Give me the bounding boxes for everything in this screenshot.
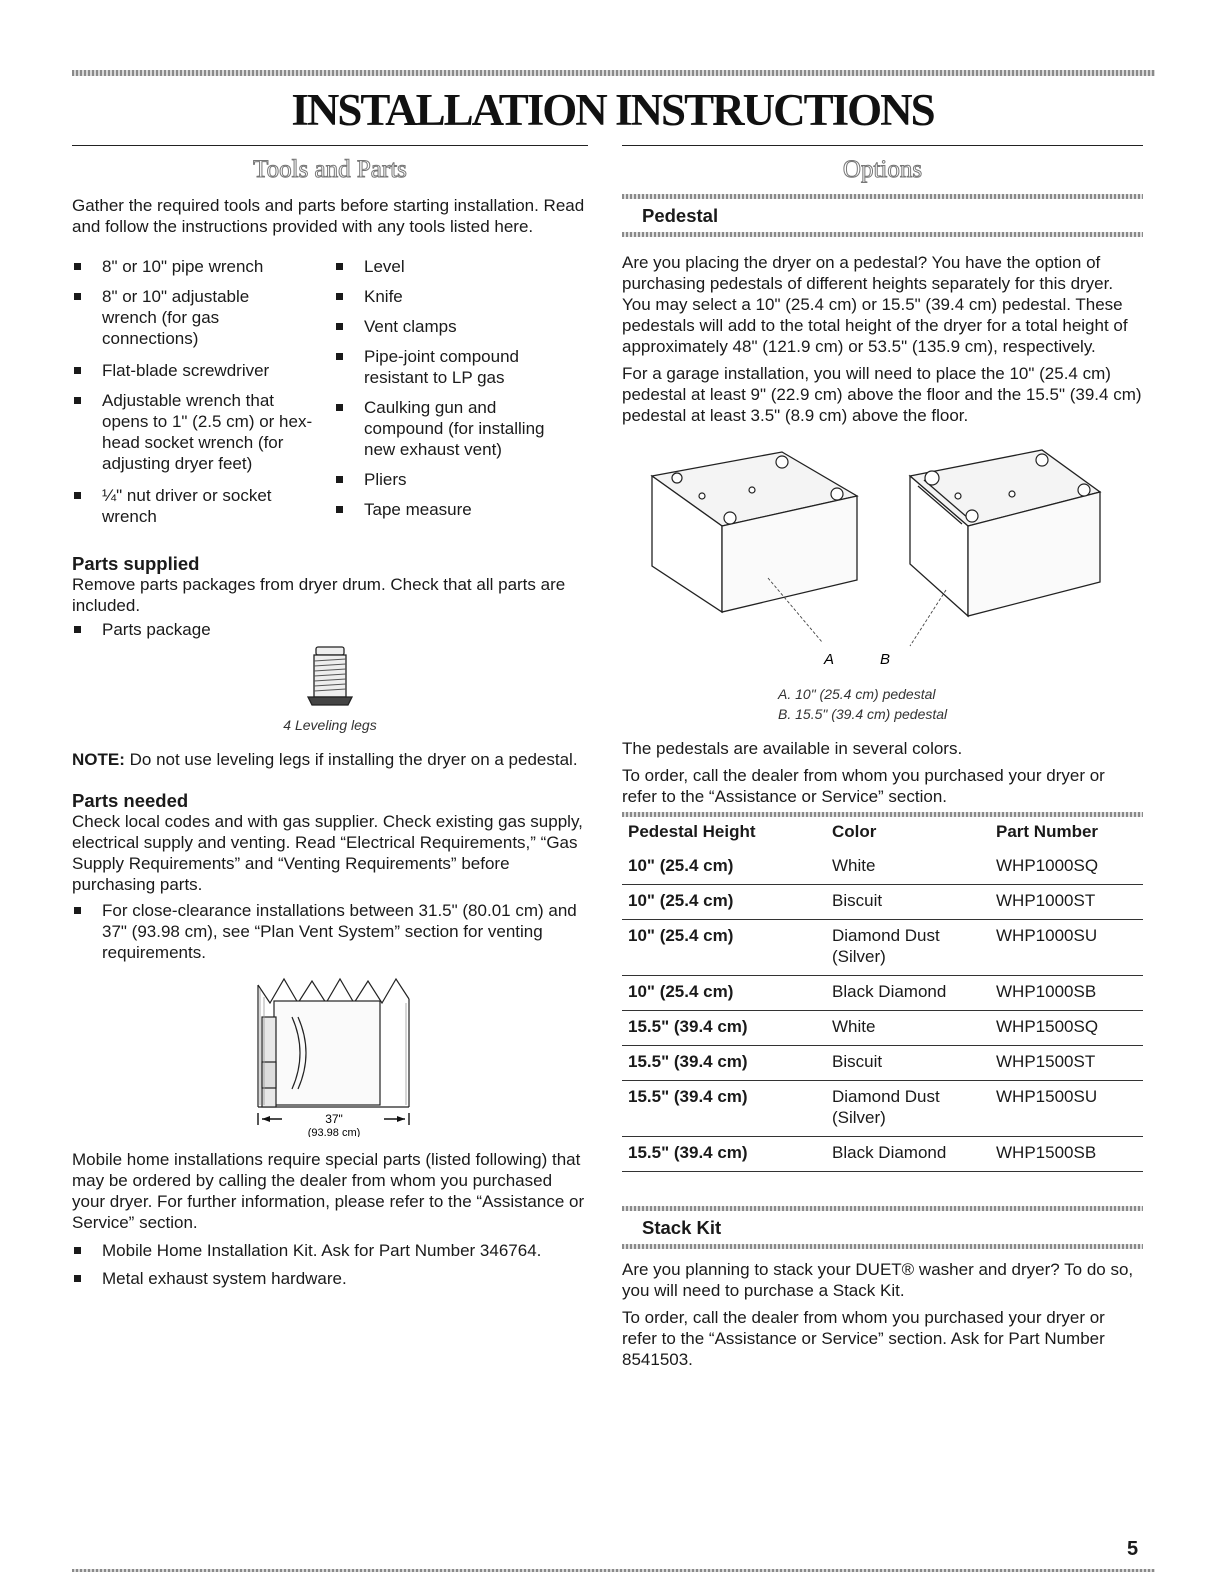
pedestal-caption-a: A. 10" (25.4 cm) pedestal (778, 686, 936, 702)
height-cell: 15.5" (39.4 cm) (622, 1046, 826, 1081)
height-cell: 15.5" (39.4 cm) (622, 1137, 826, 1172)
part-number-cell: WHP1000SU (990, 920, 1143, 976)
mobile-home-item: Metal exhaust system hardware. (72, 1268, 588, 1289)
tool-item: Level (334, 256, 588, 277)
stack-kit-top-bar (622, 1206, 1143, 1211)
tools-lists (72, 256, 588, 527)
height-cell: 10" (25.4 cm) (622, 976, 826, 1011)
mobile-home-item: Mobile Home Installation Kit. Ask for Part Number 346764. (72, 1240, 588, 1261)
color-cell: Diamond Dust (Silver) (826, 920, 990, 976)
leveling-leg-illustration (72, 645, 588, 709)
pedestal-illustration (622, 446, 1143, 686)
part-number-cell: WHP1500SB (990, 1137, 1143, 1172)
note-label: NOTE: (72, 750, 125, 769)
header-color: Color (832, 822, 877, 841)
part-number-cell: WHP1000ST (990, 885, 1143, 920)
height-cell: 10" (25.4 cm) (622, 885, 826, 920)
tool-item: Adjustable wrench that opens to 1" (2.5 cm) or hex-head socket wrench (for adjusting dryer feet) (72, 390, 334, 474)
pedestal-bottom-bar (622, 232, 1143, 237)
tools-list-left (72, 256, 334, 527)
tool-item: Knife (334, 286, 588, 307)
table-row (622, 850, 1143, 885)
height-cell: 10" (25.4 cm) (622, 920, 826, 976)
parts-needed-heading: Parts needed (72, 790, 189, 811)
height-cell: 10" (25.4 cm) (622, 850, 826, 885)
color-cell: White (826, 1011, 990, 1046)
color-cell: White (826, 850, 990, 885)
parts-needed-text: Check local codes and with gas supplier. Check existing gas supply, electrical supply and venting. Read “Electrical Requirements,” “Gas Supply Requirements” and “Venting Requirements” before purchasing parts. (72, 812, 583, 894)
parts-supplied-heading: Parts supplied (72, 553, 200, 574)
stack-kit-order-text: To order, call the dealer from whom you purchased your dryer or refer to the “Assistance or Service” section. Ask for Part Number 8541503. (622, 1308, 1105, 1369)
table-row (622, 1046, 1143, 1081)
close-clearance-illustration (72, 977, 588, 1137)
color-cell: Biscuit (826, 885, 990, 920)
footer-pattern-bar (72, 1569, 1155, 1572)
mobile-home-text: Mobile home installations require special parts (listed following) that may be ordered by calling the dealer from whom you purchased your dryer. For further information, please refer to the “Assistance or Service” section. (72, 1150, 585, 1232)
table-row (622, 976, 1143, 1011)
pedestal-order-text: To order, call the dealer from whom you purchased your dryer or refer to the “Assistance or Service” section. (622, 766, 1105, 806)
stack-kit-bottom-bar (622, 1244, 1143, 1249)
pedestal-table (622, 817, 1143, 1172)
tool-item: Vent clamps (334, 316, 588, 337)
tool-item: Tape measure (334, 499, 588, 520)
leveling-legs-caption: 4 Leveling legs (283, 717, 377, 733)
clearance-dimension-label: 37" (325, 1112, 343, 1126)
table-row (622, 920, 1143, 976)
stack-kit-text: Are you planning to stack your DUET® washer and dryer? To do so, you will need to purchase a Stack Kit. (622, 1260, 1134, 1300)
color-cell: Diamond Dust (Silver) (826, 1081, 990, 1137)
height-cell: 15.5" (39.4 cm) (622, 1011, 826, 1046)
page-title: INSTALLATION INSTRUCTIONS (291, 85, 934, 135)
table-header-row (622, 817, 1143, 850)
table-row (622, 1011, 1143, 1046)
tools-intro: Gather the required tools and parts before starting installation. Read and follow the instructions provided with any tools listed here. (72, 196, 585, 236)
tools-and-parts-title: Tools and Parts (253, 156, 407, 183)
tool-item: Flat-blade screwdriver (72, 360, 334, 381)
pedestal-garage-text: For a garage installation, you will need to place the 10" (25.4 cm) pedestal at least 9" (22.9 cm) above the floor and the 15.5" (39.4 cm) pedestal at least 3.5" (8.9 cm) above the floor. (622, 364, 1142, 425)
tool-item: 8" or 10" pipe wrench (72, 256, 334, 277)
parts-supplied-text: Remove parts packages from dryer drum. Check that all parts are included. (72, 575, 566, 615)
page-number: 5 (1127, 1538, 1139, 1560)
header-pedestal-height: Pedestal Height (628, 822, 756, 841)
right-section-rule (622, 145, 1143, 146)
left-column (72, 195, 588, 1289)
height-cell: 15.5" (39.4 cm) (622, 1081, 826, 1137)
pedestal-label-b: B (880, 651, 891, 668)
leveling-note (72, 749, 588, 770)
part-number-cell: WHP1500SQ (990, 1011, 1143, 1046)
table-row (622, 1081, 1143, 1137)
pedestal-colors-text: The pedestals are available in several colors. (622, 739, 963, 758)
tool-item: 8" or 10" adjustable wrench (for gas connections) (72, 286, 334, 349)
table-row (622, 1137, 1143, 1172)
note-text: Do not use leveling legs if installing the dryer on a pedestal. (124, 750, 578, 769)
table-body (622, 850, 1143, 1172)
pedestal-top-bar (622, 194, 1143, 199)
tool-item: ¼" nut driver or socket wrench (72, 485, 334, 527)
left-section-rule (72, 145, 588, 146)
pedestal-heading: Pedestal (642, 205, 719, 226)
tool-item: Pliers (334, 469, 588, 490)
pedestal-description: Are you placing the dryer on a pedestal? You have the option of purchasing pedestals of different heights separately for this dryer. You may select a 10" (25.4 cm) or 15.5" (39.4 cm) pedestal. These pedestals will add to the total height of the dryer for a total height of approximately 48" (121.9 cm) or 53.5" (135.9 cm), respectively. (622, 253, 1128, 356)
options-title: Options (842, 156, 923, 183)
tool-item: Pipe-joint compound resistant to LP gas (334, 346, 588, 388)
color-cell: Black Diamond (826, 976, 990, 1011)
part-number-cell: WHP1000SB (990, 976, 1143, 1011)
pedestal-label-a: A (824, 651, 835, 668)
part-number-cell: WHP1500ST (990, 1046, 1143, 1081)
part-number-cell: WHP1500SU (990, 1081, 1143, 1137)
header-part-number: Part Number (996, 822, 1099, 841)
close-clearance-item: For close-clearance installations between 31.5" (80.01 cm) and 37" (93.98 cm), see “Plan Vent System” section for venting requirements. (72, 900, 588, 963)
header-pattern-bar (72, 70, 1155, 76)
tool-item: Caulking gun and compound (for installing new exhaust vent) (334, 397, 588, 460)
right-column (622, 194, 1143, 1370)
part-number-cell: WHP1000SQ (990, 850, 1143, 885)
color-cell: Black Diamond (826, 1137, 990, 1172)
parts-package-item: Parts package (72, 619, 588, 640)
color-cell: Biscuit (826, 1046, 990, 1081)
table-row (622, 885, 1143, 920)
clearance-dimension-metric: (93.98 cm) (307, 1127, 361, 1137)
pedestal-caption-b: B. 15.5" (39.4 cm) pedestal (778, 706, 948, 722)
tools-list-right (334, 256, 588, 527)
stack-kit-heading: Stack Kit (642, 1217, 722, 1238)
